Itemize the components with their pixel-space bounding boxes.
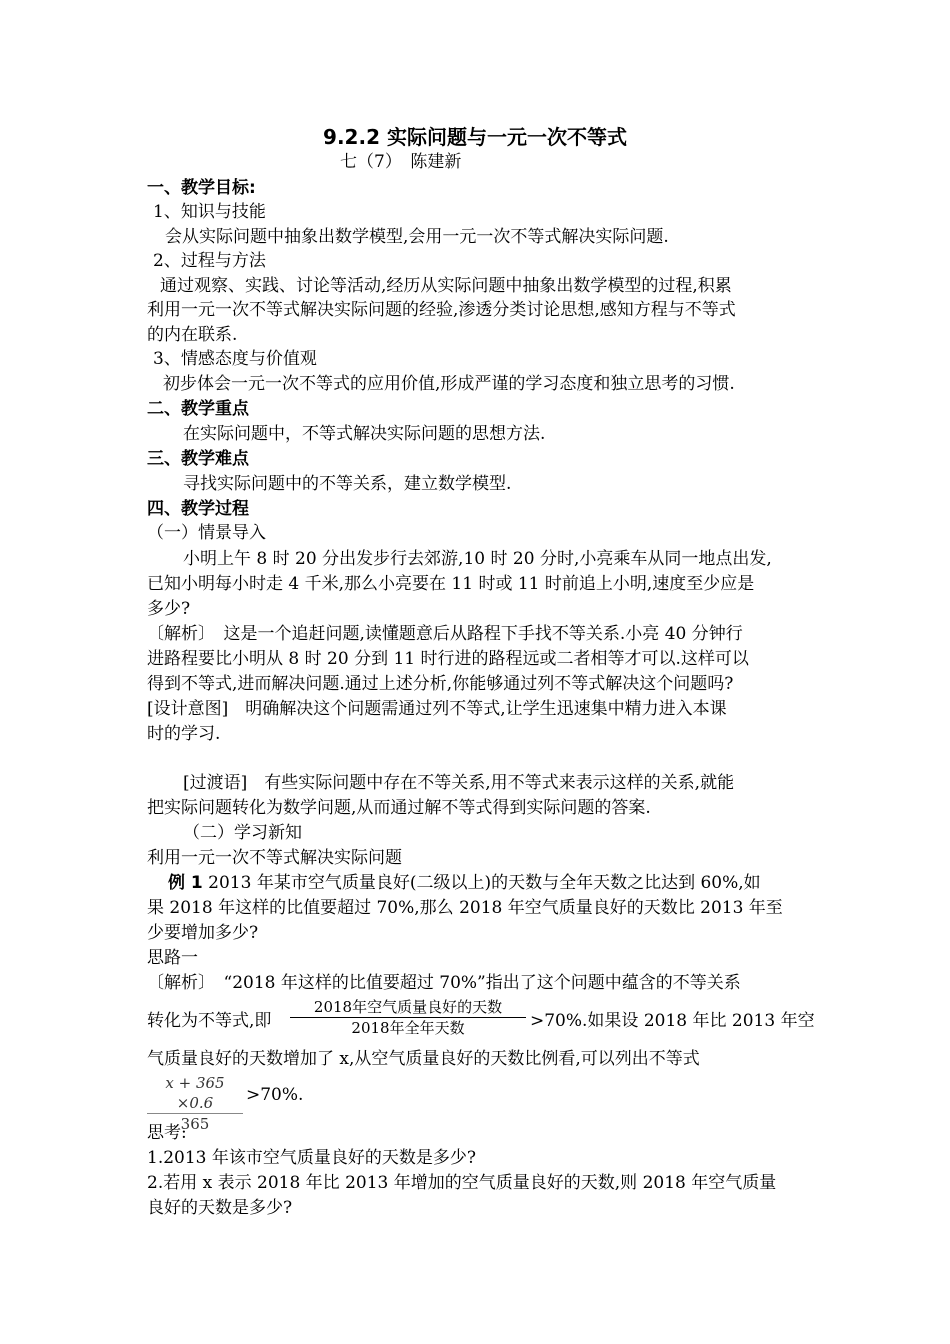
paragraph: 初步体会一元一次不等式的应用价值,形成严谨的学习态度和独立思考的习惯. [163,374,735,394]
author-line: 七（7） 陈建新 [340,152,462,172]
paragraph: 利用一元一次不等式解决实际问题的经验,渗透分类讨论思想,感知方程与不等式 [147,300,736,320]
fraction-denominator: 365 [180,1115,210,1133]
subsection-new-knowledge: （二）学习新知 [183,823,302,843]
inequality-intro: 转化为不等式,即 [147,1011,272,1031]
fraction-numerator: x + 365 ×0.6 [147,1073,243,1114]
paragraph: 小明上午 8 时 20 分出发步行去郊游,10 时 20 分时,小亮乘车从同一地点出发, [183,549,772,569]
paragraph: 在实际问题中，不等式解决实际问题的思想方法. [183,424,546,444]
section-heading-process: 四、教学过程 [147,499,249,519]
example-text: 少要增加多少? [147,923,259,943]
paragraph: 多少? [147,599,191,619]
paragraph: 气质量良好的天数增加了 x,从空气质量良好的天数比例看,可以列出不等式 [147,1049,700,1069]
section-heading-keypoints: 二、教学重点 [147,399,249,419]
example-text: 果 2018 年这样的比值要超过 70%,那么 2018 年空气质量良好的天数比 2013 年至 [147,898,783,918]
question-1: 1.2013 年该市空气质量良好的天数是多少? [147,1148,477,1168]
section-heading-difficulties: 三、教学难点 [147,449,249,469]
paragraph: 寻找实际问题中的不等关系，建立数学模型. [183,474,512,494]
paragraph: 通过观察、实践、讨论等活动,经历从实际问题中抽象出数学模型的过程,积累 [160,276,732,296]
document-title: 9.2.2 实际问题与一元一次不等式 [323,125,627,149]
fraction-ratio [290,997,526,1038]
example-line [168,871,761,895]
subheading-process: 2、过程与方法 [153,251,266,271]
example-text: 2013 年某市空气质量良好(二级以上)的天数与全年天数之比达到 60%,如 [202,873,761,893]
example-label: 例 1 [168,873,203,893]
topic-line: 利用一元一次不等式解决实际问题 [147,848,402,868]
design-intent-paragraph: 时的学习. [147,724,221,744]
question-2: 2.若用 x 表示 2018 年比 2013 年增加的空气质量良好的天数,则 2018 年空气质量 [147,1173,777,1193]
subheading-knowledge: 1、知识与技能 [153,202,266,222]
inequality-tail: >70%. [246,1085,304,1105]
paragraph: 已知小明每小时走 4 千米,那么小亮要在 11 时或 11 时前追上小明,速度至少应是 [147,574,755,594]
paragraph: >70%.如果设 2018 年比 2013 年空 [530,1011,815,1031]
subheading-attitude: 3、情感态度与价值观 [153,349,317,369]
think-label: 思考: [147,1123,187,1143]
design-intent-paragraph: [设计意图] 明确解决这个问题需通过列不等式,让学生迅速集中精力进入本课 [147,699,727,719]
fraction-denominator: 2018年全年天数 [351,1019,465,1037]
analysis-paragraph: 进路程要比小明从 8 时 20 分到 11 时行进的路程远或二者相等才可以.这样可以 [147,649,749,669]
transition-paragraph: [过渡语] 有些实际问题中存在不等关系,用不等式来表示这样的关系,就能 [183,773,735,793]
fraction-numerator: 2018年空气质量良好的天数 [290,997,526,1018]
paragraph: 会从实际问题中抽象出数学模型,会用一元一次不等式解决实际问题. [165,227,669,247]
section-heading-objectives: 一、教学目标: [147,178,256,198]
question-2: 良好的天数是多少? [147,1198,293,1218]
analysis-paragraph: 〔解析〕 这是一个追赶问题,读懂题意后从路程下手找不等关系.小亮 40 分钟行 [147,624,743,644]
idea-label: 思路一 [147,948,198,968]
analysis-paragraph: 〔解析〕 “2018 年这样的比值要超过 70%”指出了这个问题中蕴含的不等关系 [147,973,741,993]
paragraph: 的内在联系. [147,325,238,345]
transition-paragraph: 把实际问题转化为数学问题,从而通过解不等式得到实际问题的答案. [147,798,651,818]
analysis-paragraph: 得到不等式,进而解决问题.通过上述分析,你能够通过列不等式解决这个问题吗? [147,674,734,694]
subsection-intro: （一）情景导入 [147,523,266,543]
